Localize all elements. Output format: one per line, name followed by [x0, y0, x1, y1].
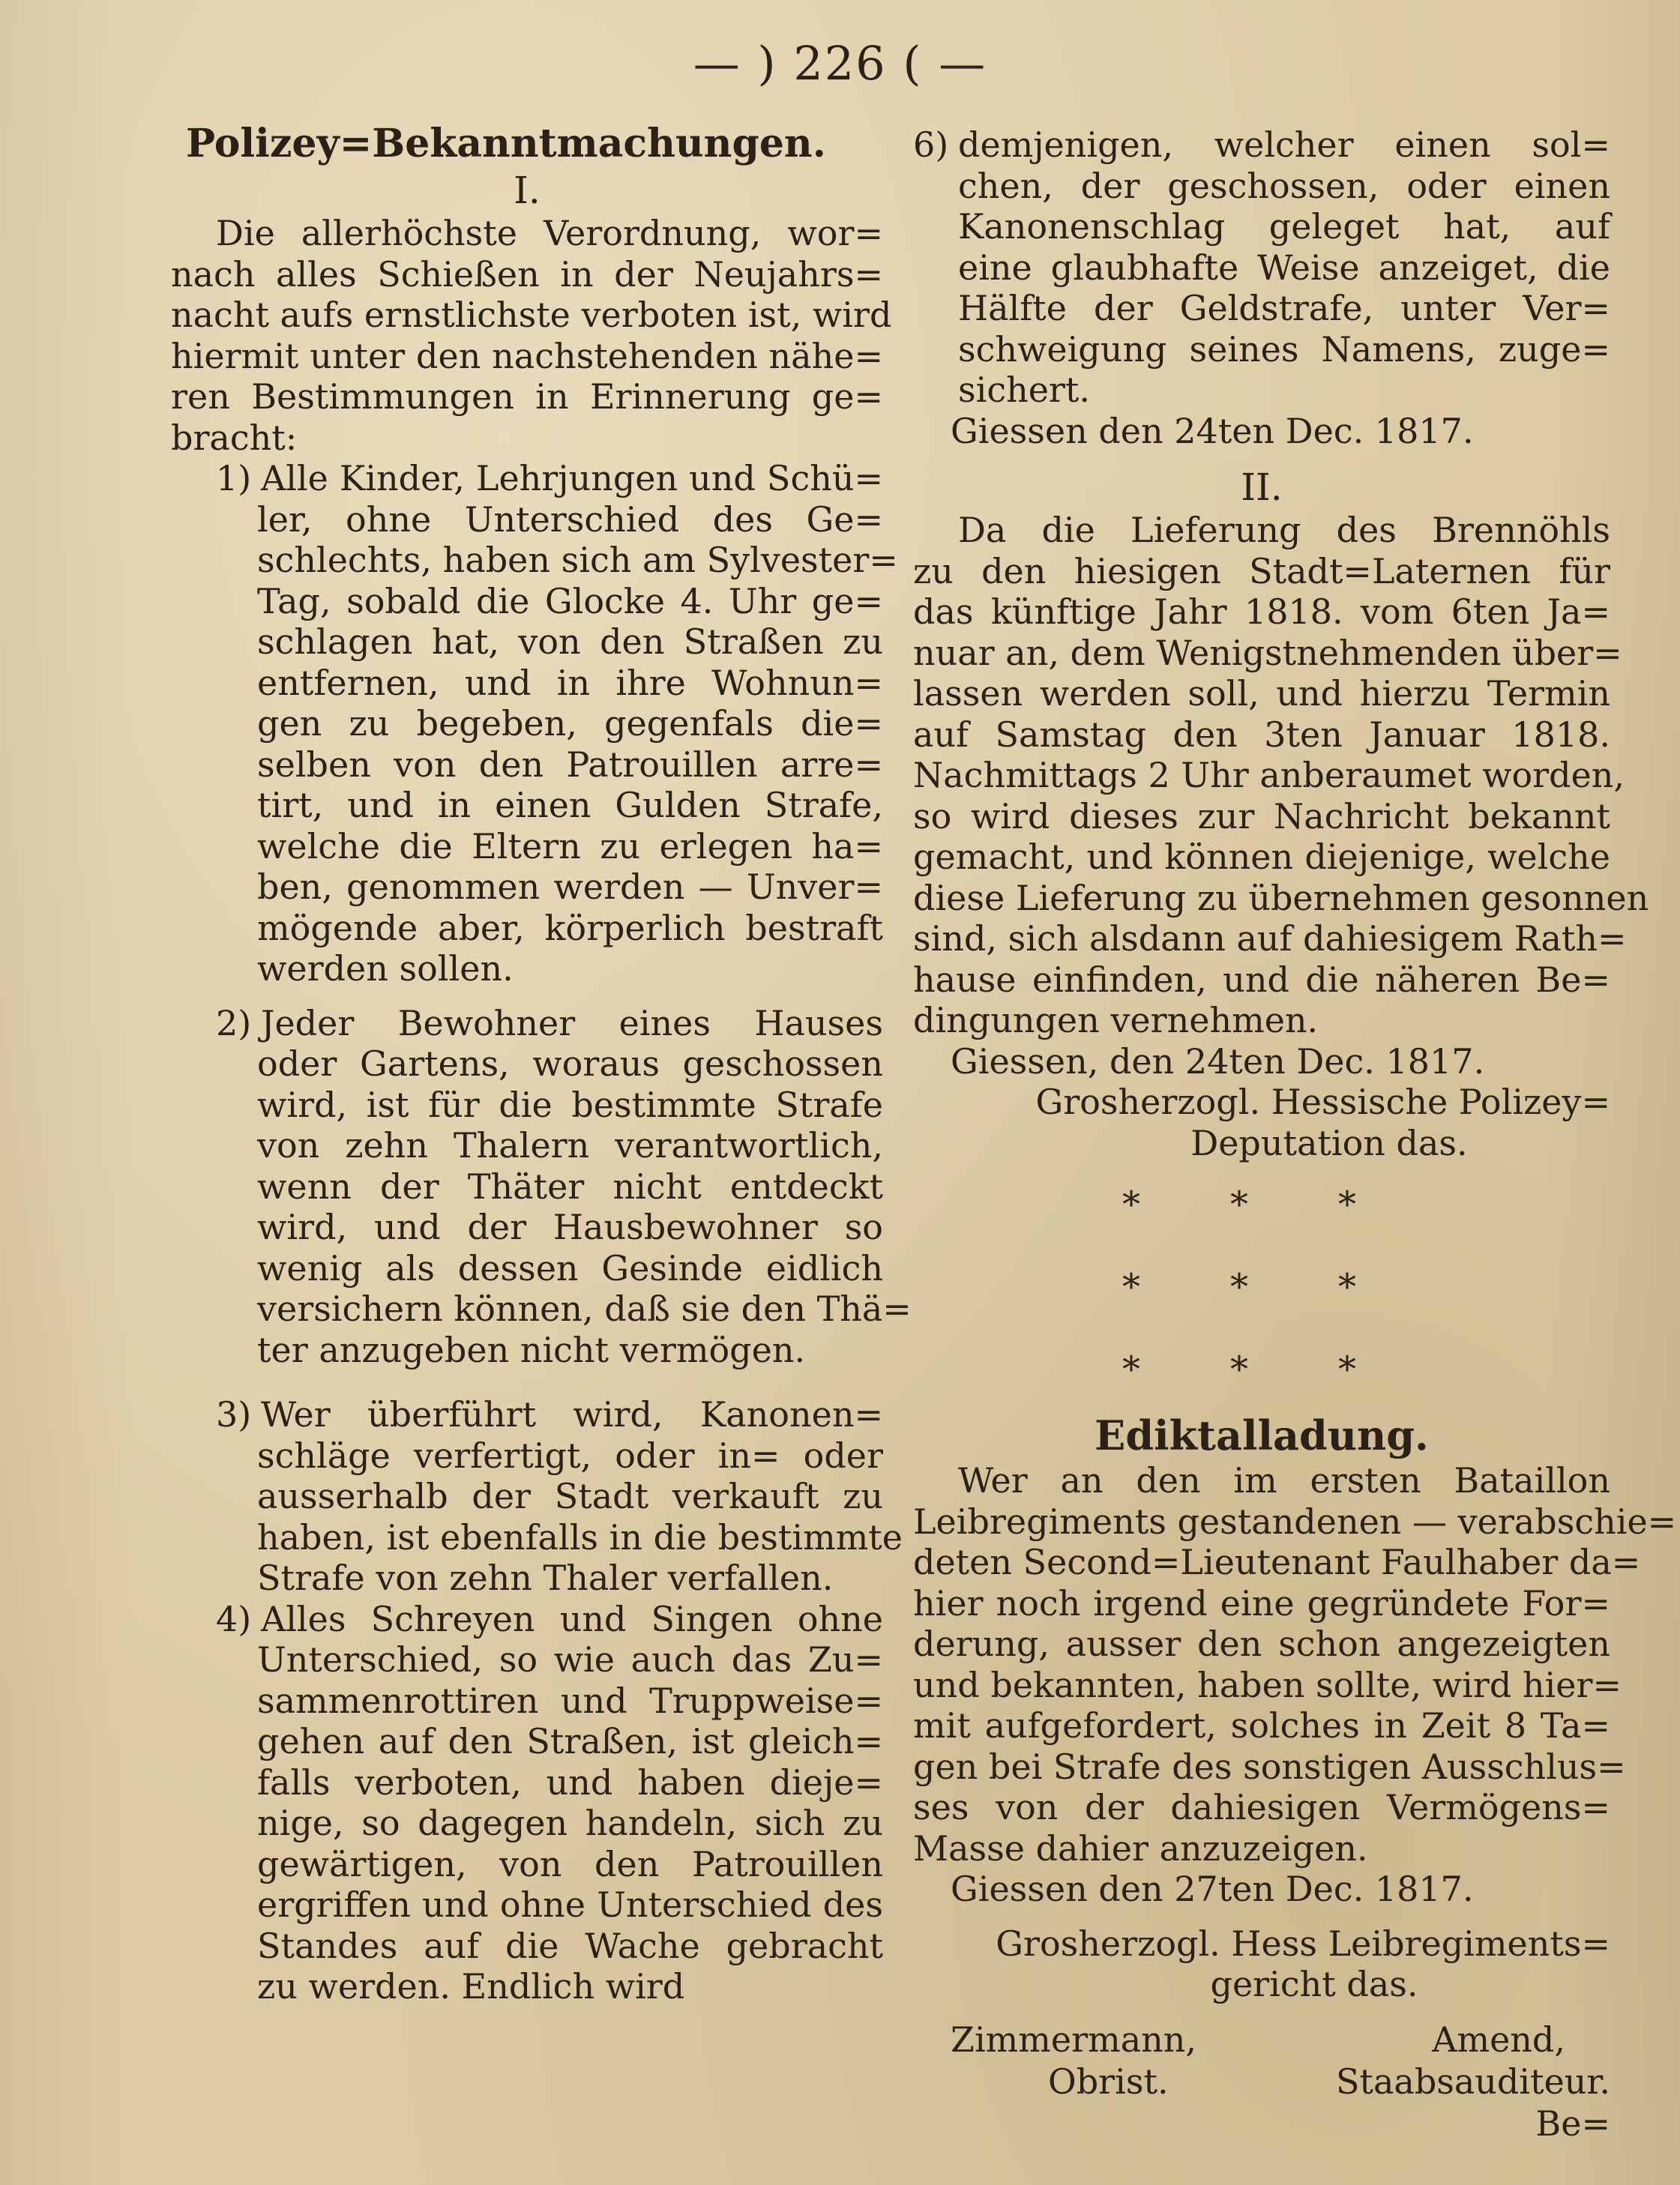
text-line: auf Samstag den 3ten Januar 1818. — [913, 714, 1610, 755]
right-column — [913, 120, 1677, 2145]
text-line: ler, ohne Unterschied des Ge= — [257, 498, 883, 540]
left-column — [171, 120, 912, 2007]
text-line: Standes auf die Wache gebracht — [257, 1925, 883, 1966]
section-2-paragraph — [913, 510, 1649, 1041]
text-line: nuar an, dem Wenigstnehmenden über= — [913, 632, 1622, 673]
text-line: nacht aufs ernstlichste verboten ist, wird — [171, 295, 892, 335]
item-number: 1) — [216, 458, 252, 498]
text-line: gehen auf den Straßen, ist gleich= — [257, 1721, 883, 1761]
section-divider-stars: *** *** *** — [1122, 1184, 1446, 1390]
text-line: wenig als dessen Gesinde eidlich — [257, 1247, 883, 1289]
text-line: wird, ist für die bestimmte Strafe — [257, 1084, 883, 1125]
text-line: Alles Schreyen und Singen ohne — [261, 1598, 883, 1639]
item-number: 4) — [216, 1598, 252, 1639]
text-line: werden sollen. — [257, 948, 514, 989]
text-line: Kanonenschlag geleget hat, auf — [958, 206, 1610, 247]
text-line: falls verboten, und haben dieje= — [257, 1761, 883, 1803]
text-line: und bekannten, haben sollte, wird hier= — [913, 1664, 1622, 1705]
text-line: ter anzugeben nicht vermögen. — [257, 1329, 806, 1370]
item-number: 2) — [216, 1002, 252, 1043]
text-line: ses von der dahiesigen Vermögens= — [913, 1787, 1610, 1827]
text-line: hiermit unter den nachstehenden nähe= — [171, 335, 883, 376]
signature-title-2: Staabsauditeur. — [1335, 2061, 1610, 2102]
text-line: schweigung seines Namens, zuge= — [958, 328, 1610, 370]
text-line: Strafe von zehn Thaler verfallen. — [257, 1558, 834, 1598]
text-line: gen zu begeben, gegenfals die= — [257, 703, 883, 744]
text-line: schlechts, haben sich am Sylvester= — [257, 540, 898, 580]
text-line: Wer an den im ersten Bataillon — [958, 1460, 1610, 1501]
authority-line: Grosherzogl. Hessische Polizey= — [1035, 1082, 1610, 1122]
text-line: schläge verfertigt, oder in= oder — [257, 1435, 883, 1476]
text-line: gen bei Strafe des sonstigen Ausschlus= — [913, 1746, 1626, 1787]
signature-titles — [913, 2061, 1610, 2103]
text-line: demjenigen, welcher einen sol= — [958, 124, 1610, 165]
list-item-6 — [913, 124, 1610, 411]
text-line: Da die Lieferung des Brennöhls — [958, 510, 1610, 550]
text-line: Wer überführt wird, Kanonen= — [261, 1394, 883, 1435]
section-number-1: I. — [514, 169, 541, 212]
text-line: entfernen, und in ihre Wohnun= — [257, 662, 883, 703]
text-line: Nachmittags 2 Uhr anberaumet worden, — [913, 755, 1625, 795]
signature-name-1: Zimmermann, — [951, 2019, 1197, 2060]
text-line: Unterschied, so wie auch das Zu= — [257, 1639, 883, 1680]
section-number-2: II. — [1241, 465, 1283, 509]
text-line: haben, ist ebenfalls in die bestimmte — [257, 1516, 903, 1558]
text-line: Tag, sobald die Glocke 4. Uhr ge= — [257, 580, 883, 621]
text-line: Leibregiments gestandenen — verabschie= — [913, 1501, 1677, 1542]
authority-line: Deputation das. — [1190, 1122, 1468, 1163]
dateline: Giessen den 27ten Dec. 1817. — [951, 1869, 1474, 1909]
authority-line: gericht das. — [1210, 1964, 1418, 2004]
text-line: ausserhalb der Stadt verkauft zu — [257, 1476, 883, 1516]
list-item-2 — [171, 1002, 912, 1371]
list-item-1 — [171, 458, 898, 989]
text-line: wenn der Thäter nicht entdeckt — [257, 1166, 883, 1207]
text-line: gemacht, und können diejenige, welche — [913, 837, 1610, 877]
text-line: welche die Eltern zu erlegen ha= — [257, 825, 883, 867]
item-number: 3) — [216, 1394, 252, 1435]
text-line: Alle Kinder, Lehrjungen und Schü= — [261, 458, 883, 498]
text-line: ergriffen und ohne Unterschied des — [257, 1884, 883, 1925]
list-item-3 — [171, 1394, 903, 1599]
intro-paragraph — [171, 213, 892, 458]
text-line: versichern können, daß sie den Thä= — [257, 1289, 912, 1329]
text-line: nach alles Schießen in der Neujahrs= — [171, 253, 883, 295]
text-line: deten Second=Lieutenant Faulhaber da= — [913, 1542, 1641, 1582]
text-line: mit aufgefordert, solches in Zeit 8 Ta= — [913, 1705, 1610, 1746]
edikt-heading: Ediktalladung. — [1095, 1411, 1429, 1459]
text-line: Die allerhöchste Verordnung, wor= — [216, 213, 883, 253]
text-line: eine glaubhafte Weise anzeiget, die — [958, 247, 1610, 288]
text-line: wird, und der Hausbewohner so — [257, 1207, 883, 1247]
list-item-4 — [171, 1599, 883, 2007]
text-line: lassen werden soll, und hierzu Termin — [913, 673, 1610, 714]
text-line: chen, der geschossen, oder einen — [958, 165, 1610, 206]
text-line: mögende aber, körperlich bestraft — [257, 907, 883, 948]
section-heading: Polizey=Bekanntmachungen. — [186, 121, 826, 166]
text-line: sichert. — [958, 370, 1091, 410]
text-line: hier noch irgend eine gegründete For= — [913, 1582, 1610, 1624]
text-line: so wird dieses zur Nachricht bekannt — [913, 795, 1610, 837]
signature-names — [913, 2019, 1610, 2061]
text-line: ren Bestimmungen in Erinnerung ge= — [171, 376, 883, 417]
catchword: Be= — [1535, 2103, 1610, 2144]
text-line: das künftige Jahr 1818. vom 6ten Ja= — [913, 591, 1610, 632]
text-line: von zehn Thalern verantwortlich, — [257, 1125, 883, 1166]
item-number: 6) — [913, 124, 949, 165]
dateline: Giessen, den 24ten Dec. 1817. — [951, 1040, 1485, 1082]
text-line: Jeder Bewohner eines Hauses — [261, 1002, 883, 1043]
signature-name-2: Amend, — [1432, 2019, 1565, 2060]
text-line: oder Gartens, woraus geschossen — [257, 1043, 883, 1084]
signature-title-1: Obrist. — [1048, 2061, 1169, 2102]
text-line: zu den hiesigen Stadt=Laternen für — [913, 550, 1610, 591]
edikt-paragraph — [913, 1460, 1677, 1869]
dateline: Giessen den 24ten Dec. 1817. — [951, 410, 1474, 451]
text-line: zu werden. Endlich wird — [257, 1966, 685, 2007]
text-line: schlagen hat, von den Straßen zu — [257, 621, 883, 662]
text-line: Hälfte der Geldstrafe, unter Ver= — [958, 288, 1610, 328]
text-line: derung, ausser den schon angezeigten — [913, 1624, 1610, 1664]
authority-line: Grosherzogl. Hess Leibregiments= — [996, 1923, 1610, 1964]
text-line: dingungen vernehmen. — [913, 1000, 1319, 1040]
text-line: nige, so dagegen handeln, sich zu — [257, 1803, 883, 1843]
text-line: Masse dahier anzuzeigen. — [913, 1827, 1368, 1869]
text-line: gewärtigen, von den Patrouillen — [257, 1843, 883, 1884]
text-line: diese Lieferung zu übernehmen gesonnen — [913, 877, 1649, 918]
page-header: — ) 226 ( — — [693, 36, 987, 91]
text-line: sind, sich alsdann auf dahiesigem Rath= — [913, 918, 1627, 959]
text-line: tirt, und in einen Gulden Strafe, — [257, 785, 883, 825]
text-line: hause einfinden, und die näheren Be= — [913, 959, 1610, 1000]
text-line: sammenrottiren und Truppweise= — [257, 1680, 883, 1721]
text-line: bracht: — [171, 417, 298, 458]
text-line: ben, genommen werden — Unver= — [257, 867, 883, 907]
text-line: selben von den Patrouillen arre= — [257, 744, 883, 785]
